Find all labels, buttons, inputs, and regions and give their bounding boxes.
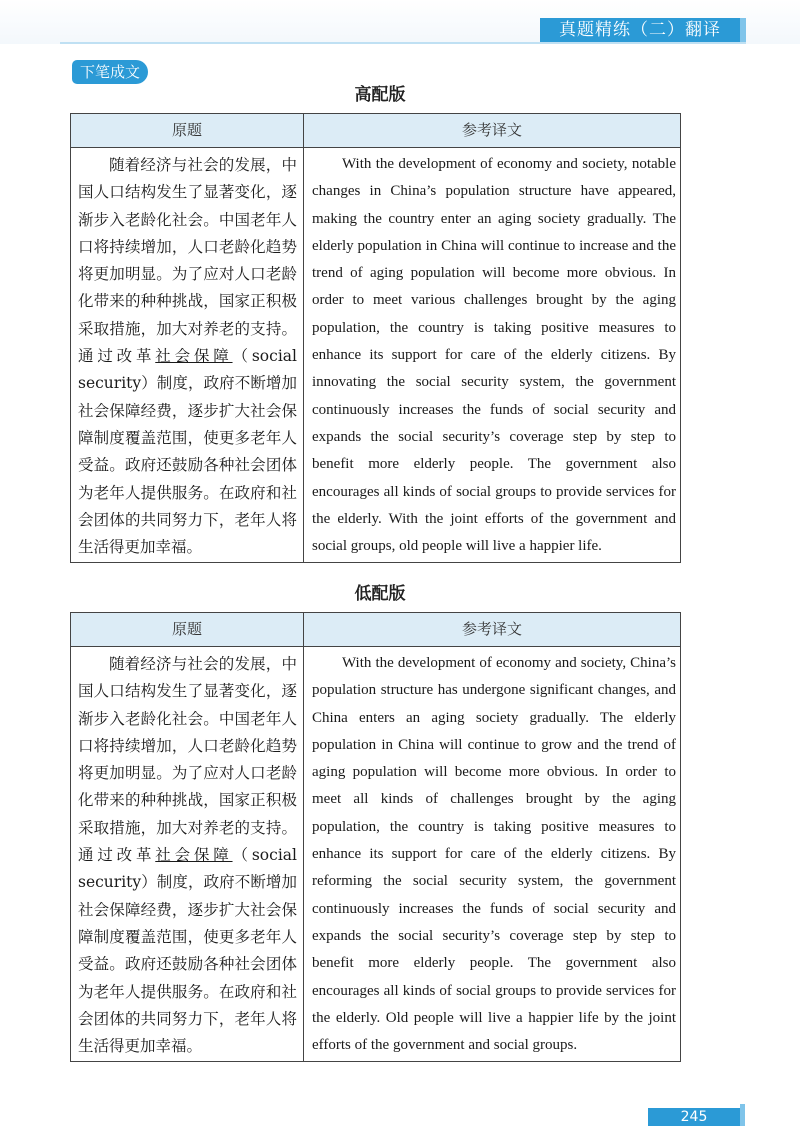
chapter-header: 真题精练（二）翻译 bbox=[540, 18, 740, 42]
column-header-translation: 参考译文 bbox=[461, 620, 522, 638]
column-header-original: 原题 bbox=[71, 114, 304, 147]
translation-text-cell: With the development of economy and society, notable changes in China’s population structure have appeared, making the country enter an aging society gradually. The elderly population in China will continue to increase and the trend of aging population will become more obvious. In order to meet various challenges brought by the aging population, the country is taking positive measures to enhance its support for care of the elderly citizens. By innovating the social security system, the government continuously increases the funds of social security and expands the social security’s coverage step by step to benefit more elderly people. The government also encourages all kinds of social groups to provide services for the elderly. With the joint efforts of the government and social groups, old people will live a happier life. bbox=[312, 156, 676, 555]
original-text-part: 随着经济与社会的发展，中国人口结构发生了显著变化，逐渐步入老龄化社会。中国老年人口将持续增加，人口老龄化趋势将更加明显。为了应对人口老龄化带来的种种挑战，国家正积极采取措施，加大对养老的支持。通过改革 bbox=[78, 156, 297, 366]
chapter-header-strip bbox=[740, 18, 746, 42]
table-header-row bbox=[71, 114, 680, 148]
table-header-row bbox=[71, 613, 680, 647]
table-title-high: 高配版 bbox=[354, 85, 406, 105]
table-body-row bbox=[71, 148, 680, 562]
original-text-cell bbox=[71, 148, 304, 562]
column-header-original: 原题 bbox=[71, 613, 304, 646]
header-divider bbox=[60, 42, 746, 44]
table-title-low: 低配版 bbox=[354, 584, 406, 604]
original-text-part: （social security）制度，政府不断增加社会保障经费，逐步扩大社会保障制度覆盖范围，使更多老年人受益。政府还鼓励各种社会团体为老年人提供服务。在政府和社会团体的共同努力下，老年人将生活得更加幸福。 bbox=[78, 846, 297, 1056]
table-body-row bbox=[71, 647, 680, 1061]
original-text-cell bbox=[71, 647, 304, 1061]
original-text-part: （social security）制度，政府不断增加社会保障经费，逐步扩大社会保障制度覆盖范围，使更多老年人受益。政府还鼓励各种社会团体为老年人提供服务。在政府和社会团体的共同努力下，老年人将生活得更加幸福。 bbox=[78, 347, 297, 557]
column-header-translation: 参考译文 bbox=[461, 121, 522, 139]
page-number-strip bbox=[740, 1104, 745, 1126]
translation-table-low bbox=[70, 612, 681, 1062]
original-text-underlined: 社会保障 bbox=[155, 347, 233, 366]
original-text-part: 随着经济与社会的发展，中国人口结构发生了显著变化，逐渐步入老龄化社会。中国老年人口将持续增加，人口老龄化趋势将更加明显。为了应对人口老龄化带来的种种挑战，国家正积极采取措施，加大对养老的支持。通过改革 bbox=[78, 655, 297, 865]
translation-table-high bbox=[70, 113, 681, 563]
page-number: 245 bbox=[648, 1108, 740, 1126]
section-tag: 下笔成文 bbox=[72, 60, 148, 84]
translation-text-cell: With the development of economy and society, China’s population structure has undergone significant changes, and China enters an aging society gradually. The elderly population in China will continue to grow and the trend of aging population will become more obvious. In order to meet all kinds of challenges brought by the aging population, the country is taking positive measures to enhance its support for care of the elderly citizens. By reforming the social security system, the government continuously increases the funds of social security and expands the social security’s coverage step by step to benefit more elderly people. The government also encourages all kinds of social groups to provide services for the elderly. Old people will live a happier life by the joint efforts of the government and social groups. bbox=[312, 655, 676, 1054]
original-text-underlined: 社会保障 bbox=[155, 846, 233, 865]
